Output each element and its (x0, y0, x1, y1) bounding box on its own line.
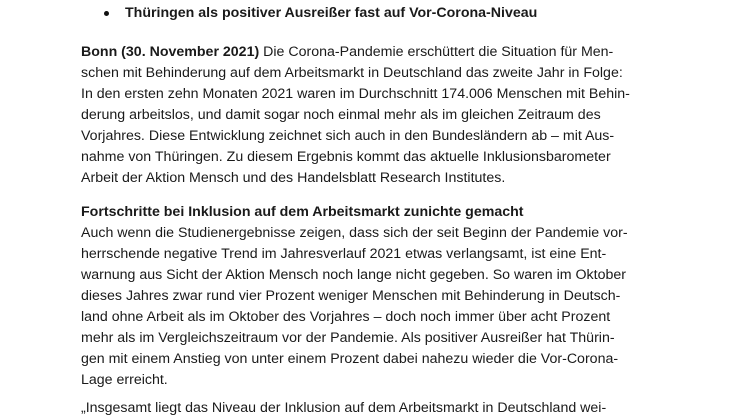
section-line: Lage erreicht. (81, 372, 168, 388)
section-line: land ohne Arbeit als im Oktober des Vorjahres – doch noch immer über acht Prozent (81, 309, 611, 325)
section-paragraph (81, 202, 681, 391)
intro-line: schen mit Behinderung auf dem Arbeitsmarkt in Deutschland das zweite Jahr in Folge: (81, 65, 623, 81)
section-line: gen mit einem Anstieg von unter einem Prozent dabei nahezu wieder die Vor-Corona- (81, 351, 619, 367)
intro-line: In den ersten zehn Monaten 2021 waren im Durchschnitt 174.006 Menschen mit Behin- (81, 86, 630, 102)
section-line: herrschende negative Trend im Jahresverlauf 2021 etwas verlangsamt, ist eine Ent- (81, 246, 607, 262)
intro-line (81, 42, 681, 63)
section-line: mehr als im Vergleichszeitraum vor der Pandemie. Als positiver Ausreißer hat Thürin- (81, 330, 615, 346)
section-line: dieses Jahres zwar rund vier Prozent weniger Menschen mit Behinderung in Deutsch- (81, 288, 621, 304)
section-heading: Fortschritte bei Inklusion auf dem Arbeitsmarkt zunichte gemacht (81, 204, 524, 220)
intro-line-text: Die Corona-Pandemie erschüttert die Situation für Men- (259, 44, 614, 60)
bullet-dot-icon (104, 11, 109, 16)
intro-paragraph (81, 42, 681, 189)
intro-line: nahme von Thüringen. Zu diesem Ergebnis kommt das aktuelle Inklusionsbarometer (81, 149, 611, 165)
dateline: Bonn (30. November 2021) (81, 44, 260, 60)
intro-line: Vorjahres. Diese Entwicklung zeichnet sich auch in den Bundesländern ab – mit Aus- (81, 128, 615, 144)
intro-line: Arbeit der Aktion Mensch und des Handelsblatt Research Institutes. (81, 170, 506, 186)
section-line: warnung aus Sicht der Aktion Mensch noch lange nicht gegeben. So waren im Oktober (81, 267, 626, 283)
quote-paragraph (81, 398, 681, 419)
quote-line: „Insgesamt liegt das Niveau der Inklusion auf dem Arbeitsmarkt in Deutschland wei- (81, 400, 607, 416)
intro-line: derung arbeitslos, und damit sogar noch einmal mehr als im gleichen Zeitraum des (81, 107, 601, 123)
bullet-text: Thüringen als positiver Ausreißer fast auf Vor-Corona-Niveau (125, 5, 538, 21)
section-line: Auch wenn die Studienergebnisse zeigen, dass sich der seit Beginn der Pandemie vor- (81, 225, 628, 241)
bullet-item (104, 4, 537, 22)
